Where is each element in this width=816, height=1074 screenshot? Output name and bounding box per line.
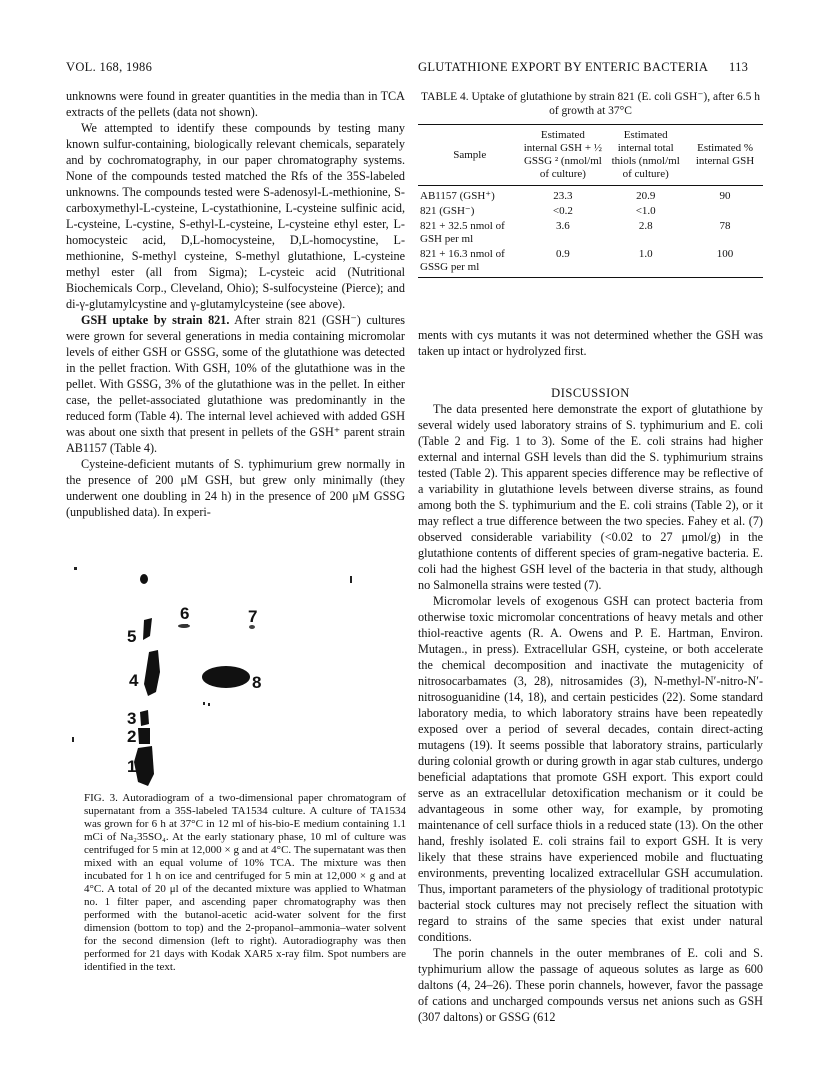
table-cell xyxy=(687,204,763,219)
table-row xyxy=(418,186,763,205)
paragraph: Cysteine-deficient mutants of S. typhimurium grew normally in the presence of 200 μM GSH, but grew only minimally (they underwent one doubling in 24 h) in the presence of 200 μM GSSG (unpublished data). In experi- xyxy=(66,457,405,519)
section-title-discussion: DISCUSSION xyxy=(551,386,630,400)
table-4 xyxy=(418,90,763,278)
column-header: Estimated % internal GSH xyxy=(695,142,755,167)
table-cell: 2.8 xyxy=(638,220,653,232)
spot-label-7: 7 xyxy=(248,607,258,626)
paragraph: unknowns were found in greater quantities in the media than in TCA extracts of the pellets (data not shown). xyxy=(66,89,405,119)
table-cell: 0.9 xyxy=(556,248,570,260)
spot-label-3: 3 xyxy=(127,709,137,728)
paragraph: The data presented here demonstrate the export of glutathione by several widely used laboratory strains of S. typhimurium and E. coli (Table 2 and Fig. 1 to 3). Some of the E. coli strains had higher external and internal GSH levels than did the S. typhimurium strains tested (Table 2). This apparent species difference may be reflective of a variability in glutathione levels between diverse strains, as found among both the S. typhimurium and the E. coli strains (Table 2), or it may reflect a true difference between the two species. Fahey et al. (7) observed considerable variability (<0.02 to 27 μmol/g) in the glutathione contents of different species of gram-negative bacteria. E. coli had the highest GSH level of the bacteria in that study, although no Salmonella strains were tested (7). xyxy=(418,402,763,592)
paragraph-body: After strain 821 (GSH⁻) cultures were grown for several generations in media containing micromolar levels of either GSH or GSSG, some of the glutathione was detected in the pellet fraction. With GSH, 10% of the glutathione was in the pellet. With GSSG, 3% of the glutathione was in the pellet. In either case, the pellet-associated glutathione was predominantly in the reduced form (Table 4). The internal level achieved with added GSH was about one sixth that present in pellets of the GSH⁺ parent strain AB1157 (Table 4). xyxy=(66,313,405,455)
table-header-row xyxy=(418,125,763,186)
column-header: Estimated internal total thiols (nmol/ml of culture) xyxy=(611,129,680,180)
table-cell: 23.3 xyxy=(553,190,573,202)
spot-label-1: 1 xyxy=(127,757,137,776)
table-cell: 100 xyxy=(716,248,734,260)
table-cell: 821 + 32.5 nmol of GSH per ml xyxy=(420,220,505,245)
table-cell: 3.6 xyxy=(556,220,570,232)
spot-4 xyxy=(144,650,160,696)
autoradiogram-image xyxy=(64,560,409,796)
page-number: 113 xyxy=(729,60,749,74)
table-cell: <0.2 xyxy=(552,205,573,217)
speck xyxy=(203,702,205,705)
table-cell: 90 xyxy=(719,190,731,202)
data-table xyxy=(418,124,763,278)
spot-5 xyxy=(143,618,152,640)
spot-label-6: 6 xyxy=(180,604,190,623)
table-cell: 821 + 16.3 nmol of GSSG per ml xyxy=(420,248,505,273)
paragraph: We attempted to identify these compounds by testing many known sulfur-containing, biologically relevant chemicals, separately and by cochromatography, in our paper chromatography systems. None of the compounds tested matched the Rfs of the 35S-labeled unknowns. The compounds tested were S-adenosyl-L-methionine, S-carboxymethyl-L-cysteine, L-cystathionine, L-cysteine sulfinic acid, L-cysteine, L-cystine, S-ethyl-L-cysteine, L-cysteine ethyl ester, L-homocysteic acid, D,L-homocysteine, D,L-homocystine, L-methionine, S-methyl cysteine, S-methyl glutathione, L-cysteine methyl ester (all from Sigma); L-cysteic acid (Nutritional Biochemicals Corp., Cleveland, Ohio); S-sulfocysteine (Pierce); and di-γ-glutamylcystine and γ-glutamylcysteine (see above). xyxy=(66,121,405,311)
spot-label-2: 2 xyxy=(127,727,137,746)
table-cell: 821 (GSH⁻) xyxy=(420,205,475,217)
running-head-title: GLUTATHIONE EXPORT BY ENTERIC BACTERIA xyxy=(418,60,709,74)
column-header: Sample xyxy=(453,148,487,161)
speck xyxy=(208,703,210,706)
section-head-gsh-uptake: GSH uptake by strain 821. xyxy=(81,313,230,327)
table-cell: <1.0 xyxy=(635,205,656,217)
spot-label-5: 5 xyxy=(127,627,137,646)
left-column-top xyxy=(66,88,405,520)
spot-label-4: 4 xyxy=(129,671,139,690)
paragraph: ments with cys mutants it was not determined whether the GSH was taken up intact or hydrolyzed first. xyxy=(418,328,763,358)
running-head-volume: VOL. 168, 1986 xyxy=(66,60,153,74)
figure-3-autoradiogram xyxy=(64,560,409,796)
spot-2 xyxy=(138,728,150,744)
spot-8 xyxy=(202,666,250,688)
speck xyxy=(74,567,77,570)
table-title: TABLE 4. Uptake of glutathione by strain 821 (E. coli GSH⁻), after 6.5 h of growth at 37°C xyxy=(421,91,760,117)
table-row xyxy=(418,219,763,247)
table-row xyxy=(418,204,763,219)
spot-6 xyxy=(178,624,190,628)
spot-origin xyxy=(140,574,148,584)
column-header: Estimated internal GSH + ½ GSSG ² (nmol/ml of culture) xyxy=(523,129,603,180)
speck xyxy=(350,576,352,583)
spot-3 xyxy=(140,710,149,726)
speck xyxy=(72,737,74,742)
paragraph: The porin channels in the outer membranes of E. coli and S. typhimurium allow the passage of aqueous solutes as large as 600 daltons (4, 24–26). These porin channels, however, favor the passage of cations and uncharged compounds versus net anions such as GSH (307 daltons) or GSSG (612 xyxy=(418,946,763,1024)
discussion-section xyxy=(418,385,763,1025)
table-cell: 78 xyxy=(719,220,731,232)
paragraph xyxy=(66,312,405,456)
table-cell: 1.0 xyxy=(638,248,653,260)
table-row xyxy=(418,247,763,278)
paragraph: Micromolar levels of exogenous GSH can protect bacteria from otherwise toxic micromolar concentrations of heavy metals and other thiol-reactive agents (R. A. Owens and P. E. Hartman, Environ. Mutagen., in press). Extracellular GSH, cysteine, or both accelerate the chemical decomposition and inactivate the mutagenicity of nitrosocarbamates (3, 28), nitrosamides (3), N-methyl-N′-nitro-N′-nitrosoguanidine (14, 18), and certain pesticides (22). Some standard laboratory media, to which laboratory strains have been repeatedly exposed over a period of several decades, contain direct-acting mutagens (19). It seems possible that laboratory strains, particularly during colonial growth or during growth in agar stab cultures, undergo beneficial adaptations that promote GSH export. This export could serve as an extracellular detoxification mechanism or it could be advantageous in some other way, for example, by promoting maintenance of cell surface thiols in a reduced state (13). On the other hand, freshly isolated E. coli strains fail to export GSH. It is very likely that these strains have experienced mobile and fluctuating environments, preventing localized extracellular GSH accumulation. Thus, important parameters of the physiology of traditional prototypic bacterial stock cultures may not precisely reflect the situation with regard to strains of the same species that exist under natural conditions. xyxy=(418,594,763,944)
spot-label-8: 8 xyxy=(252,673,262,692)
table-cell: AB1157 (GSH⁺) xyxy=(420,190,495,202)
spot-1 xyxy=(134,746,154,786)
figure-3-caption: FIG. 3. Autoradiogram of a two-dimensional paper chromatogram of supernatant from a 35S-labeled TA1534 culture. A culture of TA1534 was grown for 6 h at 37°C in 12 ml of his-bio-E medium containing 1.1 mCi of Na₂35SO₄. At the early stationary phase, 10 ml of culture was centrifuged for 5 min at 12,000 × g and at 4°C. The supernatant was then mixed with an equal volume of 10% TCA. The mixture was then incubated for 1 h on ice and centrifuged for 5 min at 12,000 × g and at 4°C. A total of 20 μl of the decanted mixture was applied to Whatman no. 1 filter paper, and ascending paper chromatography was then performed with the butanol-acetic acid-water solvent for the first dimension (bottom to top) and the 2-propanol–ammonia–water solvent for the second dimension (left to right). Autoradiography was then performed for 21 days with Kodak XAR5 x-ray film. Spot numbers are identified in the text. xyxy=(84,792,406,973)
right-column-continuation xyxy=(418,327,763,359)
table-cell: 20.9 xyxy=(636,190,656,202)
